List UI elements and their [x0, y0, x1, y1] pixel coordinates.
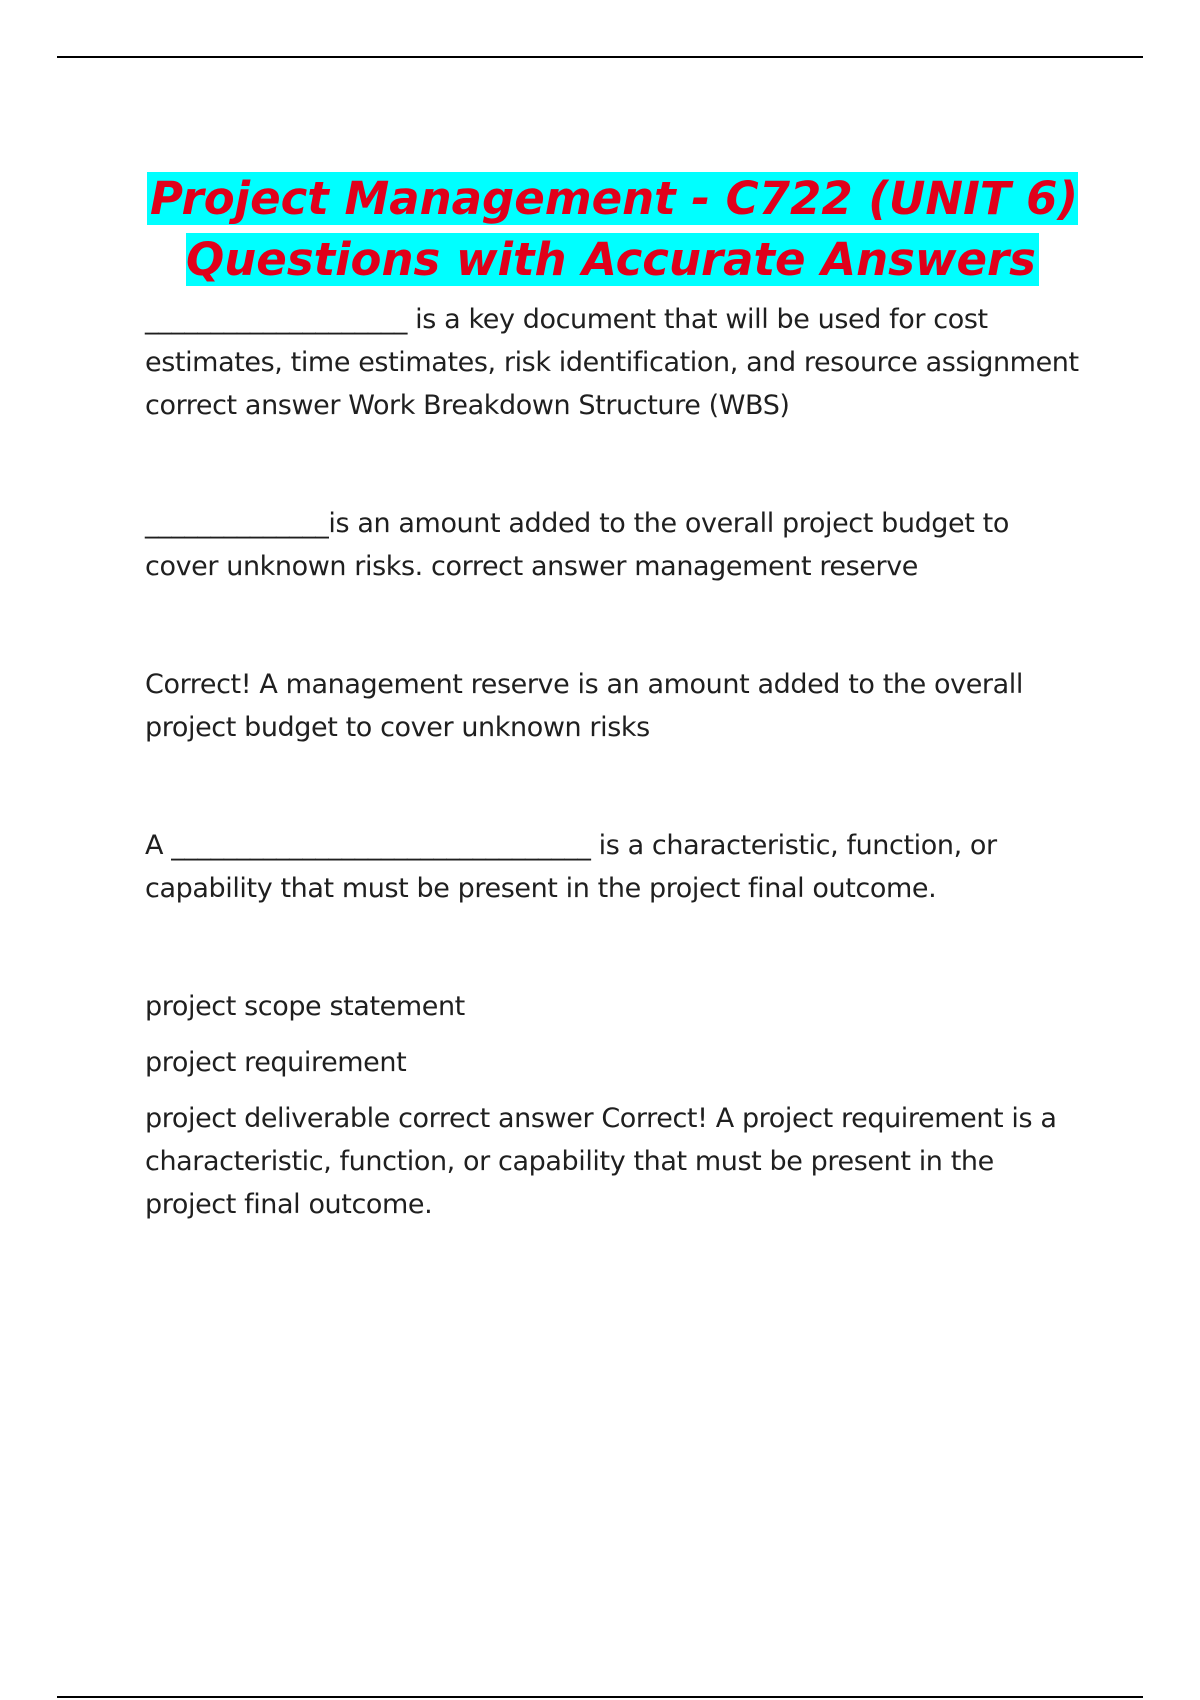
- explanation-management-reserve: Correct! A management reserve is an amount added to the overall project budget to cover unknown risks: [145, 669, 1023, 743]
- bottom-rule: [57, 1696, 1143, 1698]
- document-title: [145, 168, 1080, 290]
- question-wbs: ____________________ is a key document that will be used for cost estimates, time estimates, risk identification, and resource assignment correct answer Work Breakdown Structure (WBS): [145, 304, 1079, 421]
- top-rule: [57, 56, 1143, 58]
- document-body: [145, 168, 1080, 1226]
- question-project-requirement: A ________________________________ is a characteristic, function, or capability that must be present in the project final outcome.: [145, 830, 997, 904]
- option-project-deliverable-answer: project deliverable correct answer Correct! A project requirement is a characteristic, function, or capability that must be present in the project final outcome.: [145, 1103, 1057, 1220]
- option-project-scope-statement: project scope statement: [145, 991, 465, 1022]
- option-project-requirement: project requirement: [145, 1047, 407, 1078]
- title-highlight: Project Management - C722 (UNIT 6) Questions with Accurate Answers: [147, 172, 1078, 286]
- question-management-reserve: ______________is an amount added to the overall project budget to cover unknown risks. correct answer management reserve: [145, 508, 1009, 582]
